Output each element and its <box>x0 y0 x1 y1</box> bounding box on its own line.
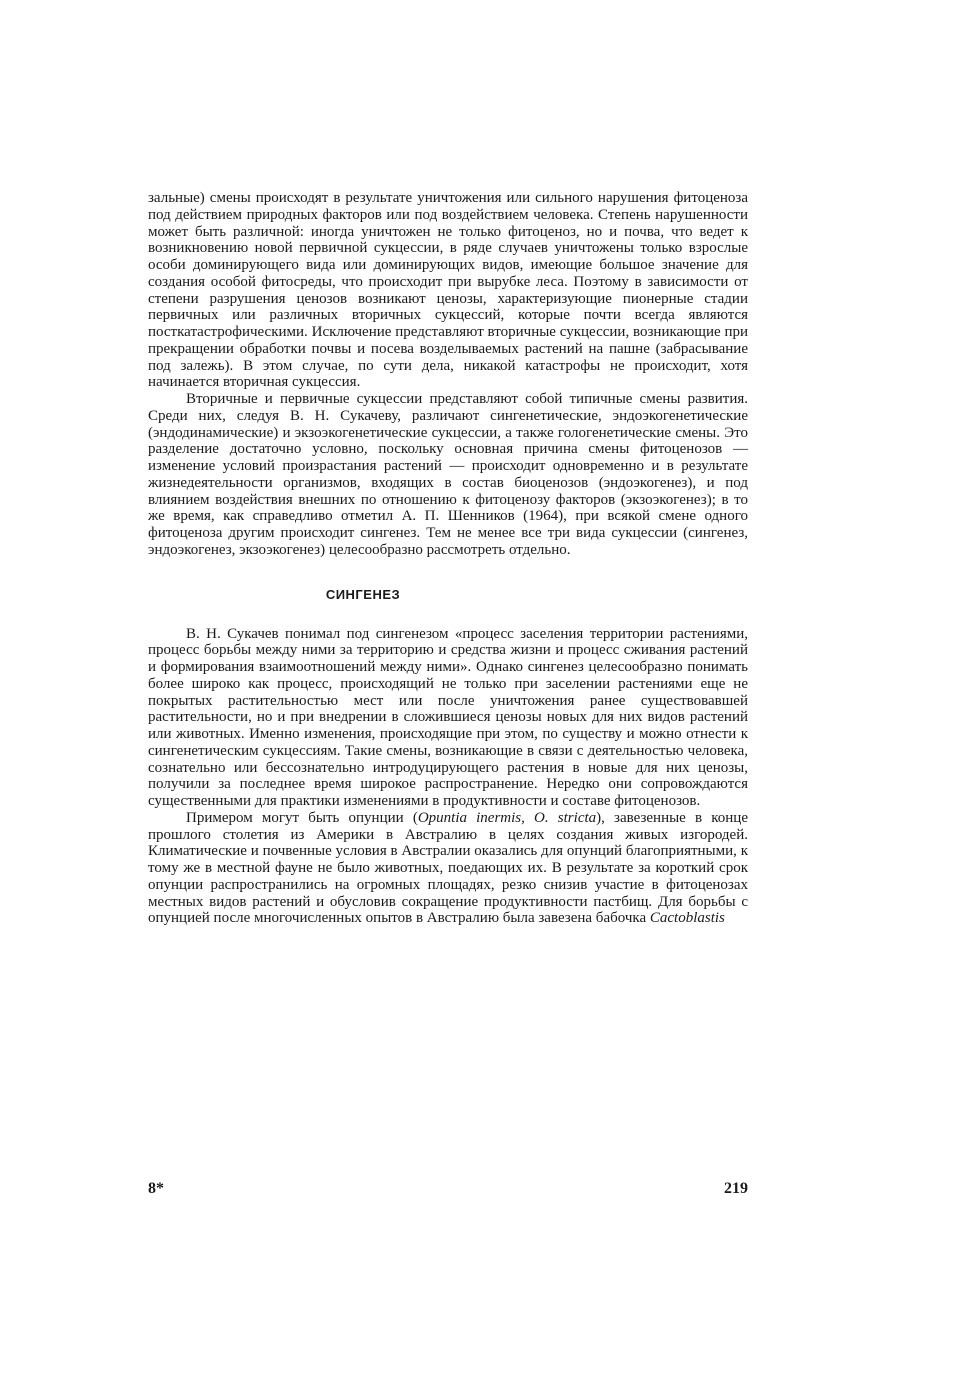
paragraph-2: Вторичные и первичные сукцессии представляют собой типичные смены развития. Среди них, следуя В. Н. Сукачеву, различают сингенетические, эндоэкогенетические (эндодинамические) и экзоэкогенетические сукцессии, а также гологенетические смены. Это разделение достаточно условно, поскольку основная причина смены фитоценозов — изменение условий произрастания растений — происходит одновременно и в результате жизнедеятельности организмов, входящих в состав биоценозов (эндоэкогенез), и под влиянием воздействия внешних по отношению к фитоценозу факторов (экзоэкогенез); в то же время, как справедливо отметил А. П. Шенников (1964), при всякой смене одного фитоценоза другим происходит сингенез. Тем не менее все три вида сукцессии (сингенез, эндоэкогенез, экзоэкогенез) целесообразно рассмотреть отдельно. <box>148 391 748 558</box>
page-body <box>148 190 748 927</box>
paragraph-4 <box>148 810 748 927</box>
paragraph-1: зальные) смены происходят в результате уничтожения или сильного нарушения фитоценоза под действием природных факторов или под воздействием человека. Степень нарушенности может быть различной: иногда уничтожен не только фитоценоз, но и почва, что ведет к возникновению новой первичной сукцессии, в ряде случаев уничтожены только взрослые особи доминирующего вида или доминирующих видов, имеющие большое значение для создания особой фитосреды, что происходит при вырубке леса. Поэтому в зависимости от степени разрушения ценозов возникают ценозы, характеризующие пионерные стадии первичных или различных вторичных сукцессий, которые почти всегда являются посткатастрофическими. Исключение представляют вторичные сукцессии, возникающие при прекращении обработки почвы и посева возделываемых растений на пашне (забрасывание под залежь). В этом случае, по сути дела, никакой катастрофы не происходит, хотя начинается вторичная сукцессия. <box>148 190 748 391</box>
paragraph-4-text-b: ), завезенные в конце прошлого столетия из Америки в Австралию в целях создания живых изгородей. Климатические и почвенные условия в Австралии оказались для опунций благоприятными, к тому же в местной фауне не было животных, поедающих их. В результате за короткий срок опунции распространились на огромных площадях, резко снизив участие в фитоценозах местных видов растений и обусловив сокращение продуктивности пастбищ. Для борьбы с опунцией после многочисленных опытов в Австралию была завезена бабочка <box>148 809 748 927</box>
paragraph-4-text-a: Примером могут быть опунции ( <box>186 809 418 826</box>
signature-mark: 8* <box>148 1180 164 1197</box>
section-heading: СИНГЕНЕЗ <box>325 586 401 602</box>
paragraph-3: В. Н. Сукачев понимал под сингенезом «процесс заселения территории растениями, процесс борьбы между ними за территорию и средства жизни и процесс сживания растений и формирования взаимоотношений между ними». Однако сингенез целесообразно понимать более широко как процесс, происходящий не только при заселении растениями еще не покрытых растительностью мест или после уничтожения ранее существовавшей растительности, но и при внедрении в сложившиеся ценозы новых для них видов растений или животных. Именно изменения, происходящие при этом, по существу и можно отнести к сингенетическим сукцессиям. Такие смены, возникающие в связи с деятельностью человека, сознательно или бессознательно интродуцирующего растения в новые для них ценозы, получили за последнее время широкое распространение. Нередко они сопровождаются существенными для практики изменениями в продуктивности и составе фитоценозов. <box>148 625 748 809</box>
latin-species-names: Opuntia inermis, O. stricta <box>417 809 597 826</box>
latin-genus-name: Cactoblastis <box>649 910 725 927</box>
page-number: 219 <box>724 1180 748 1197</box>
